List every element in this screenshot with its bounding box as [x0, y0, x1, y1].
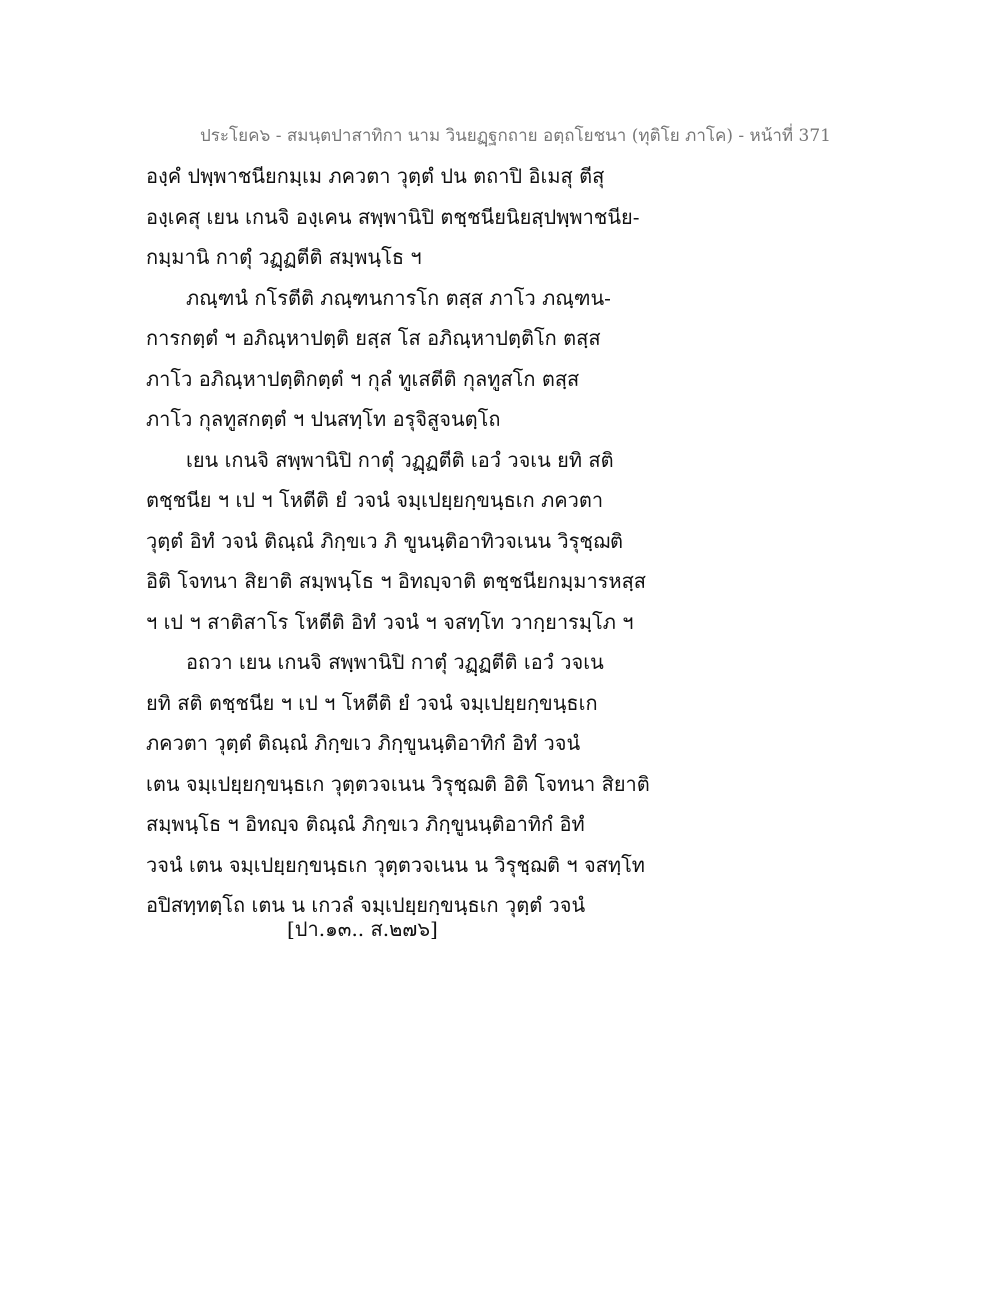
text-line: อปิสทฺทตฺโถ เตน น เกวลํ จมฺเปยฺยกฺขนฺธเก วุตฺตํ วจนํ	[146, 893, 586, 917]
text-line: ภควตา วุตฺตํ ติณฺณํ ภิกฺขเว ภิกฺขูนนฺติอาทิกํ อิทํ วจนํ	[146, 731, 581, 755]
text-line: อถวา เยน เกนจิ สพฺพานิปิ กาตุํ วฏฺฏตีติ เอวํ วจเน	[186, 650, 604, 674]
text-line: เตน จมฺเปยฺยกฺขนฺธเก วุตฺตวจเนน วิรุชฺฌติ อิติ โจทนา สิยาติ	[146, 771, 650, 796]
text-line: อิติ โจทนา สิยาติ สมฺพนฺโธ ฯ อิทญฺจาติ ตชฺชนียกมฺมารหสฺส	[146, 569, 647, 593]
text-line: เยน เกนจิ สพฺพานิปิ กาตุํ วฏฺฏตีติ เอวํ วจเน ยทิ สติ	[186, 447, 614, 472]
text-line: สมฺพนฺโธ ฯ อิทญฺจ ติณฺณํ ภิกฺขเว ภิกฺขูนนฺติอาทิกํ อิทํ	[146, 812, 585, 836]
text-line: องฺคํ ปพฺพาชนียกมฺเม ภควตา วุตฺตํ ปน ตถาปิ อิเมสุ ตีสุ	[146, 164, 605, 188]
text-line: การกตฺตํ ฯ อภิณฺหาปตฺติ ยสฺส โส อภิณฺหาปตฺติโก ตสฺส	[146, 326, 601, 350]
page-reference-footnote: [ปา.๑๓.. ส.๒๗๖]	[287, 917, 438, 941]
text-line: วุตฺตํ อิทํ วจนํ ติณฺณํ ภิกฺขเว ภิ ขูนนฺติอาทิวจเนน วิรุชฺฌติ	[146, 528, 624, 553]
text-line: ยทิ สติ ตชฺชนีย ฯ เป ฯ โหตีติ ยํ วจนํ จมฺเปยฺยกฺขนฺธเก	[146, 690, 598, 715]
text-line: กมฺมานิ กาตุํ วฏฺฏตีติ สมฺพนฺโธ ฯ	[146, 245, 422, 269]
text-line: ภณฺฑนํ กโรตีติ ภณฺฑนการโก ตสฺส ภาโว ภณฺฑน-	[186, 285, 611, 310]
text-line: ฯ เป ฯ สาติสาโร โหตีติ อิทํ วจนํ ฯ จสทฺโท วากฺยารมฺโภ ฯ	[146, 609, 634, 634]
running-header: ประโยค๖ - สมนฺตปาสาทิกา นาม วินยฏฺฐกถาย อตฺถโยชนา (ทุติโย ภาโค) - หน้าที่ 371	[200, 126, 831, 146]
text-line: ภาโว กุลทูสกตฺตํ ฯ ปนสทฺโท อรุจิสูจนตฺโถ	[146, 407, 501, 431]
text-line: ภาโว อภิณฺหาปตฺติกตฺตํ ฯ กุลํ ทูเสตีติ กุลทูสโก ตสฺส	[146, 366, 580, 391]
text-line: องฺเคสุ เยน เกนจิ องฺเคน สพฺพานิปิ ตชฺชนียนิยสฺปพฺพาชนีย-	[146, 204, 640, 229]
text-line: ตชฺชนีย ฯ เป ฯ โหตีติ ยํ วจนํ จมฺเปยฺยกฺขนฺธเก ภควตา	[146, 488, 604, 512]
text-line: วจนํ เตน จมฺเปยฺยกฺขนฺธเก วุตฺตวจเนน น วิรุชฺฌติ ฯ จสทฺโท	[146, 852, 645, 877]
body-text	[146, 160, 966, 930]
